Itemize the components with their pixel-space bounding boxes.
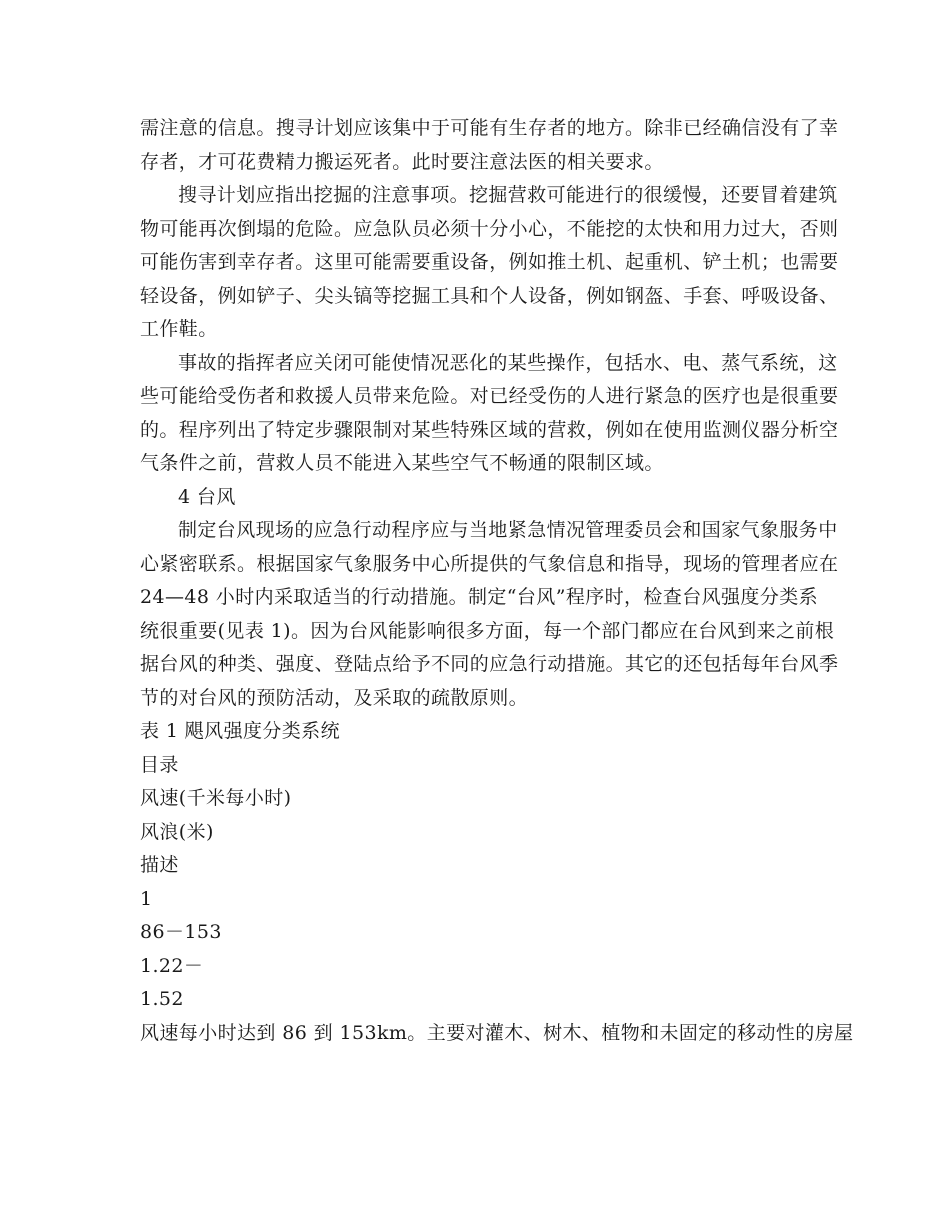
table-caption: 表 1 飓风强度分类系统 [140, 720, 340, 742]
section-heading-typhoon: 4 台风 [178, 485, 236, 508]
table-header-category: 目录 [140, 753, 179, 776]
text-line: 存者，才可花费精力搬运死者。此时要注意法医的相关要求。 [140, 150, 664, 173]
text-line: 些可能给受伤者和救援人员带来危险。对已经受伤的人进行紧急的医疗也是很重要 [140, 385, 839, 407]
text-line: 心紧密联系。根据国家气象服务中心所提供的气象信息和指导，现场的管理者应在 [140, 552, 839, 575]
table-header-description: 描述 [140, 854, 179, 876]
text-line: 工作鞋。 [140, 318, 218, 340]
text-line: 制定台风现场的应急行动程序应与当地紧急情况管理委员会和国家气象服务中 [178, 519, 838, 541]
text-line: 24—48 小时内采取适当的行动措施。制定“台风”程序时，检查台风强度分类系 [140, 586, 819, 608]
text-line: 物可能再次倒塌的危险。应急队员必须十分小心，不能挖的太快和用力过大，否则 [140, 217, 839, 240]
text-line: 可能伤害到幸存者。这里可能需要重设备，例如推土机、起重机、铲土机；也需要 [140, 251, 839, 273]
text-line: 据台风的种类、强度、登陆点给予不同的应急行动措施。其它的还包括每年台风季 [140, 653, 839, 675]
table-cell-wave-a: 1.22－ [140, 954, 204, 977]
paragraph-commander [140, 347, 839, 481]
text-line: 需注意的信息。搜寻计划应该集中于可能有生存者的地方。除非已经确信没有了幸 [140, 117, 839, 139]
text-line: 的。程序列出了特定步骤限制对某些特殊区域的营救，例如在使用监测仪器分析空 [140, 418, 839, 441]
text-line: 搜寻计划应指出挖掘的注意事项。挖掘营救可能进行的很缓慢，还要冒着建筑 [178, 184, 838, 206]
table-cell-wind-speed: 86－153 [140, 921, 222, 943]
table-header-wave: 风浪(米) [140, 820, 214, 843]
paragraph-search-plan-cont [140, 112, 839, 179]
text-line: 统很重要(见表 1)。因为台风能影响很多方面，每一个部门都应在台风到来之前根 [140, 619, 835, 642]
table-cell-description: 风速每小时达到 86 到 153km。主要对灌木、树木、植物和未固定的移动性的房屋 [140, 1021, 854, 1044]
text-line: 事故的指挥者应关闭可能使情况恶化的某些操作，包括水、电、蒸气系统，这 [178, 351, 838, 374]
text-line: 节的对台风的预防活动，及采取的疏散原则。 [140, 686, 529, 709]
table-cell-wave-b: 1.52 [140, 988, 184, 1010]
text-line: 轻设备，例如铲子、尖头镐等挖掘工具和个人设备，例如钢盔、手套、呼吸设备、 [140, 284, 839, 307]
table-header-wind-speed: 风速(千米每小时) [140, 787, 292, 809]
paragraph-typhoon [140, 514, 839, 715]
table-cell-category: 1 [140, 887, 153, 910]
text-line: 气条件之前，营救人员不能进入某些空气不畅通的限制区域。 [140, 452, 664, 474]
paragraph-excavation [140, 179, 839, 347]
document-page [140, 112, 854, 1050]
